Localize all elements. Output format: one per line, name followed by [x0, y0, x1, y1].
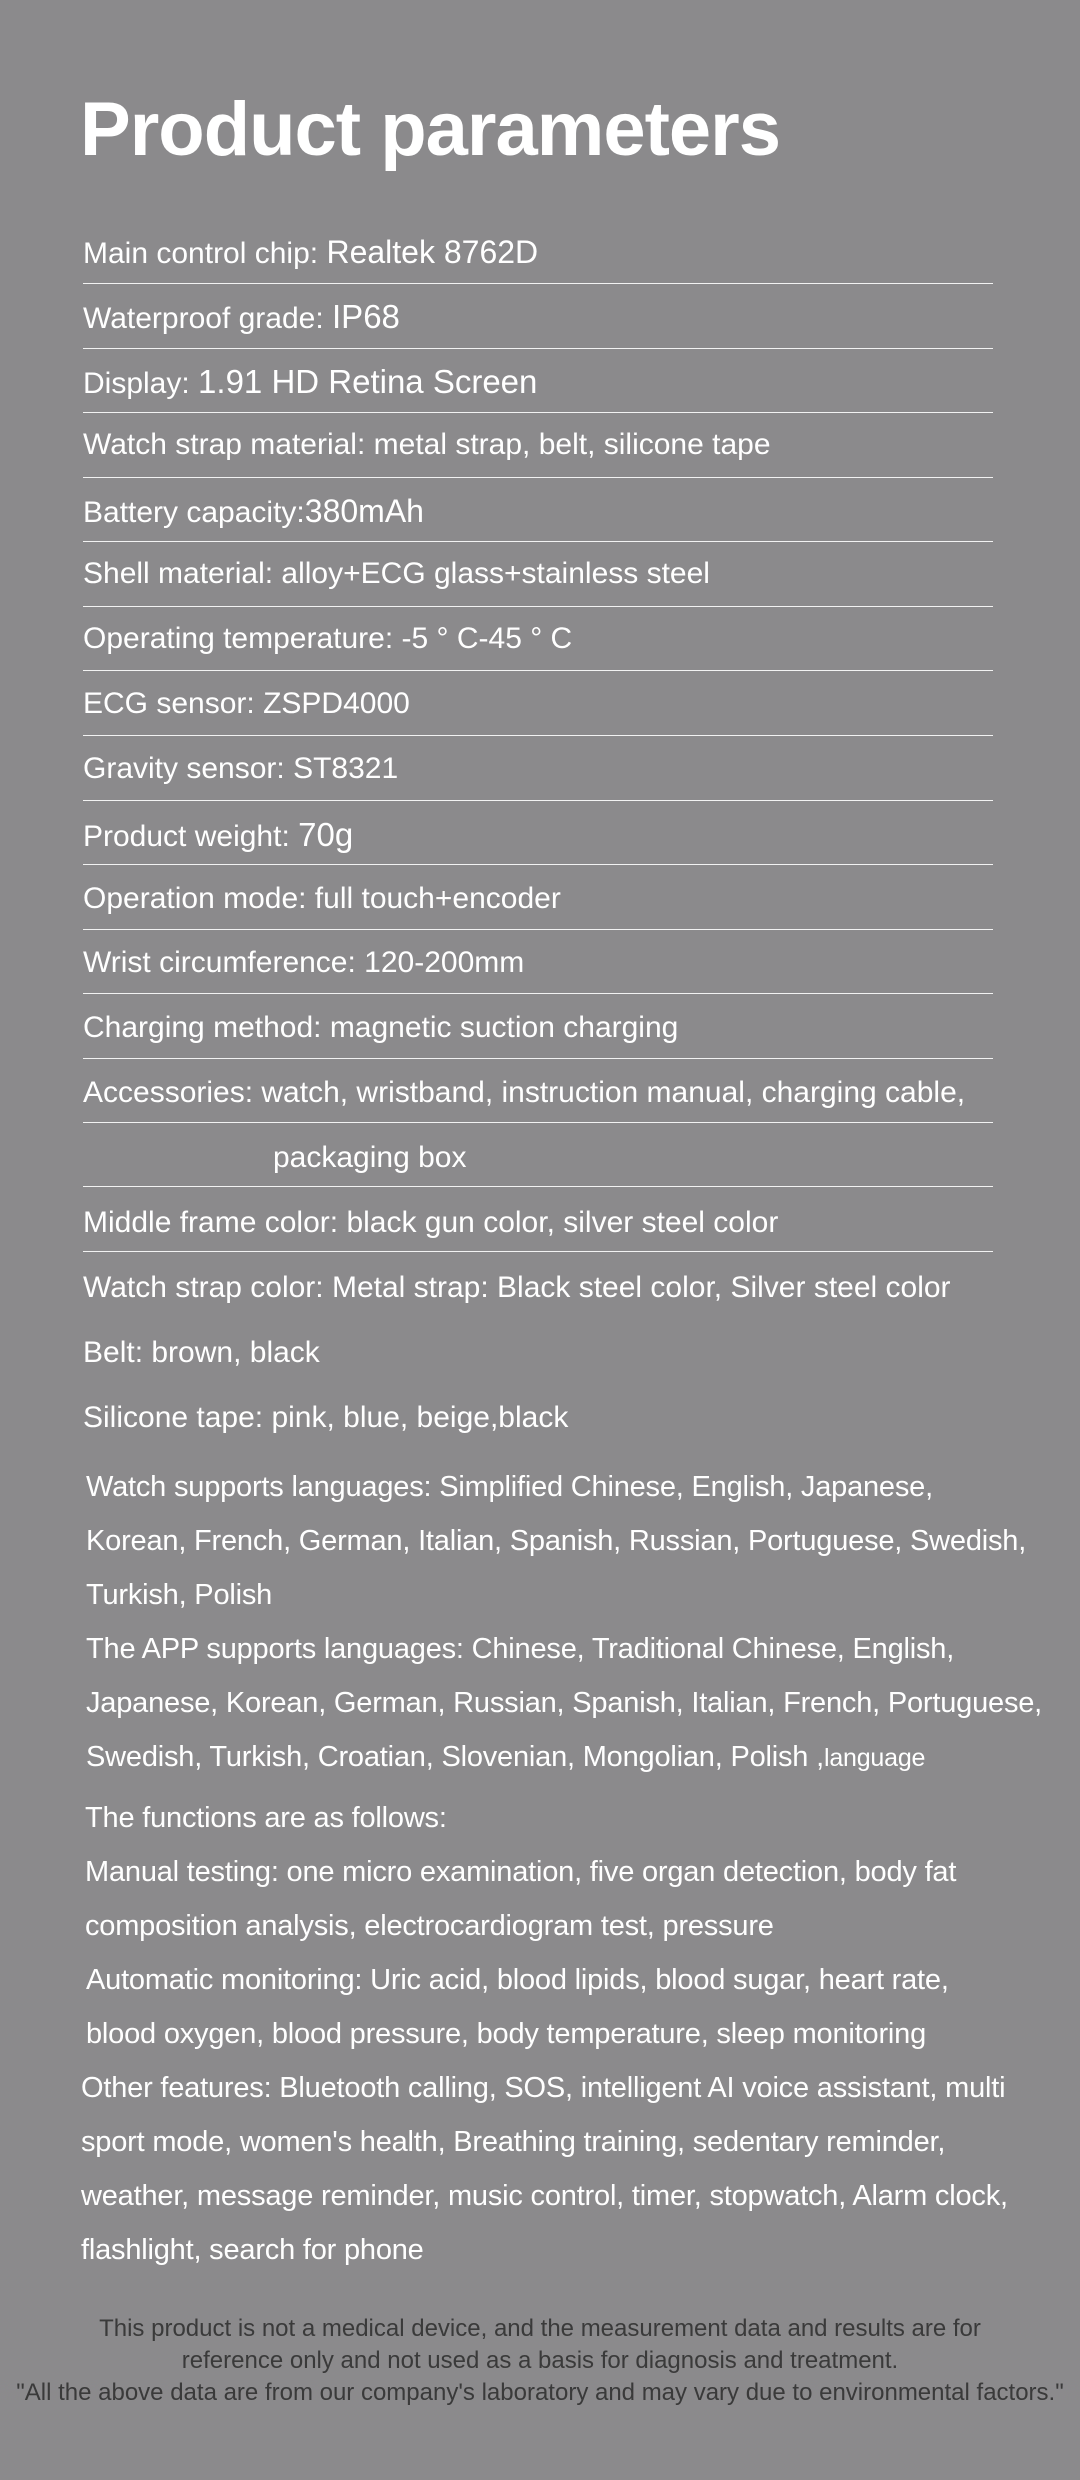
param-battery: [83, 495, 993, 528]
divider: [83, 541, 993, 542]
param-label: Belt:: [83, 1336, 152, 1369]
param-label: Wrist circumference:: [83, 946, 365, 979]
divider: [83, 348, 993, 349]
param-value: full touch+encoder: [314, 882, 561, 915]
watch-languages-line: Korean, French, German, Italian, Spanish, Russian, Portuguese, Swedish,: [86, 1525, 1027, 1557]
param-value: magnetic suction charging: [329, 1011, 679, 1044]
param-value: ZSPD4000: [263, 687, 410, 720]
manual-testing-block: [85, 1845, 1080, 1953]
param-label: Battery capacity:: [83, 496, 305, 529]
param-operating-temp: [83, 624, 993, 654]
param-main-chip: [83, 236, 993, 269]
param-value: pink, blue, beige,black: [271, 1401, 569, 1434]
functions-heading: The functions are as follows:: [85, 1802, 447, 1834]
automatic-monitoring-line: Automatic monitoring: Uric acid, blood lipids, blood sugar, heart rate,: [86, 1964, 949, 1996]
param-value: 1.91 HD Retina Screen: [198, 363, 538, 400]
divider: [83, 670, 993, 671]
param-silicone-tape: [83, 1403, 993, 1433]
divider: [83, 864, 993, 865]
param-value: 120-200mm: [364, 946, 525, 979]
param-label: Display:: [83, 367, 199, 400]
param-frame-color: [83, 1208, 993, 1238]
other-features-line: sport mode, women's health, Breathing training, sedentary reminder,: [81, 2126, 946, 2158]
param-strap-material: [83, 430, 993, 460]
param-label: Product weight:: [83, 820, 299, 853]
param-accessories-cont: [83, 1143, 1080, 1173]
param-value: -5 ° C-45 ° C: [401, 622, 573, 655]
param-label: Accessories:: [83, 1076, 262, 1109]
param-shell-material: [83, 559, 993, 589]
param-value: Metal strap: Black steel color, Silver steel color: [331, 1271, 951, 1304]
param-label: Main control chip:: [83, 237, 327, 270]
param-value: black gun color, silver steel color: [346, 1206, 779, 1239]
divider: [83, 412, 993, 413]
other-features-line: weather, message reminder, music control, timer, stopwatch, Alarm clock,: [81, 2180, 1008, 2212]
param-label: Middle frame color:: [83, 1206, 347, 1239]
app-languages-line: The APP supports languages: Chinese, Traditional Chinese, English,: [86, 1633, 955, 1665]
divider: [83, 1058, 993, 1059]
disclaimer-line: This product is not a medical device, and the measurement data and results are for: [99, 2315, 981, 2342]
param-weight: [83, 818, 993, 852]
app-languages-block: [86, 1622, 1080, 1785]
divider: [83, 800, 993, 801]
param-ecg-sensor: [83, 689, 993, 719]
param-label: Silicone tape:: [83, 1401, 272, 1434]
automatic-monitoring-line: blood oxygen, blood pressure, body temperature, sleep monitoring: [86, 2018, 926, 2050]
param-label: Gravity sensor:: [83, 752, 294, 785]
param-value: watch, wristband, instruction manual, charging cable,: [261, 1076, 966, 1109]
divider: [83, 993, 993, 994]
divider: [83, 477, 993, 478]
divider: [83, 1122, 993, 1123]
watch-languages-line: Turkish, Polish: [86, 1579, 273, 1611]
param-label: Shell material:: [83, 557, 282, 590]
manual-testing-line: composition analysis, electrocardiogram test, pressure: [85, 1910, 774, 1942]
param-value: brown, black: [151, 1336, 320, 1369]
page-title: Product parameters: [80, 87, 781, 172]
app-languages-line: [86, 1730, 1080, 1785]
param-label: Operation mode:: [83, 882, 315, 915]
other-features-line: Other features: Bluetooth calling, SOS, intelligent AI voice assistant, multi: [81, 2072, 1006, 2104]
divider: [83, 283, 993, 284]
param-accessories: [83, 1078, 993, 1108]
param-value: metal strap, belt, silicone tape: [373, 428, 771, 461]
automatic-monitoring-block: [86, 1953, 1080, 2061]
param-label: Watch strap material:: [83, 428, 374, 461]
param-label: ECG sensor:: [83, 687, 264, 720]
param-strap-color: [83, 1273, 993, 1303]
param-value: packaging box: [273, 1141, 467, 1174]
param-label: Charging method:: [83, 1011, 330, 1044]
param-waterproof: [83, 300, 993, 334]
param-value: IP68: [332, 298, 400, 335]
param-value: 70g: [298, 816, 354, 853]
watch-languages-block: [86, 1460, 1080, 1622]
watch-languages-line: Watch supports languages: Simplified Chinese, English, Japanese,: [86, 1471, 933, 1503]
param-gravity-sensor: [83, 754, 993, 784]
divider: [83, 735, 993, 736]
param-label: Watch strap color:: [83, 1271, 332, 1304]
param-belt: [83, 1338, 993, 1368]
app-languages-line: Japanese, Korean, German, Russian, Spanish, Italian, French, Portuguese,: [86, 1687, 1043, 1719]
disclaimer: [0, 2313, 1080, 2409]
param-display: [83, 365, 993, 399]
param-wrist: [83, 948, 993, 978]
app-languages-tail: language: [823, 1744, 926, 1772]
param-label: Operating temperature:: [83, 622, 402, 655]
manual-testing-line: Manual testing: one micro examination, five organ detection, body fat: [85, 1856, 957, 1888]
divider: [83, 929, 993, 930]
param-value: 380mAh: [304, 493, 424, 529]
param-label: Waterproof grade:: [83, 302, 333, 335]
param-charging: [83, 1013, 993, 1043]
disclaimer-line: "All the above data are from our company's laboratory and may vary due to environmental factors.": [16, 2379, 1064, 2406]
app-languages-text: Swedish, Turkish, Croatian, Slovenian, Mongolian, Polish ,: [86, 1741, 824, 1773]
param-value: alloy+ECG glass+stainless steel: [281, 557, 710, 590]
divider: [83, 1251, 993, 1252]
disclaimer-line: reference only and not used as a basis for diagnosis and treatment.: [181, 2347, 899, 2374]
divider: [83, 606, 993, 607]
param-operation-mode: [83, 884, 993, 914]
other-features-block: [81, 2061, 1080, 2277]
param-value: Realtek 8762D: [326, 234, 539, 270]
other-features-line: flashlight, search for phone: [81, 2234, 424, 2266]
param-value: ST8321: [293, 752, 399, 785]
divider: [83, 1186, 993, 1187]
